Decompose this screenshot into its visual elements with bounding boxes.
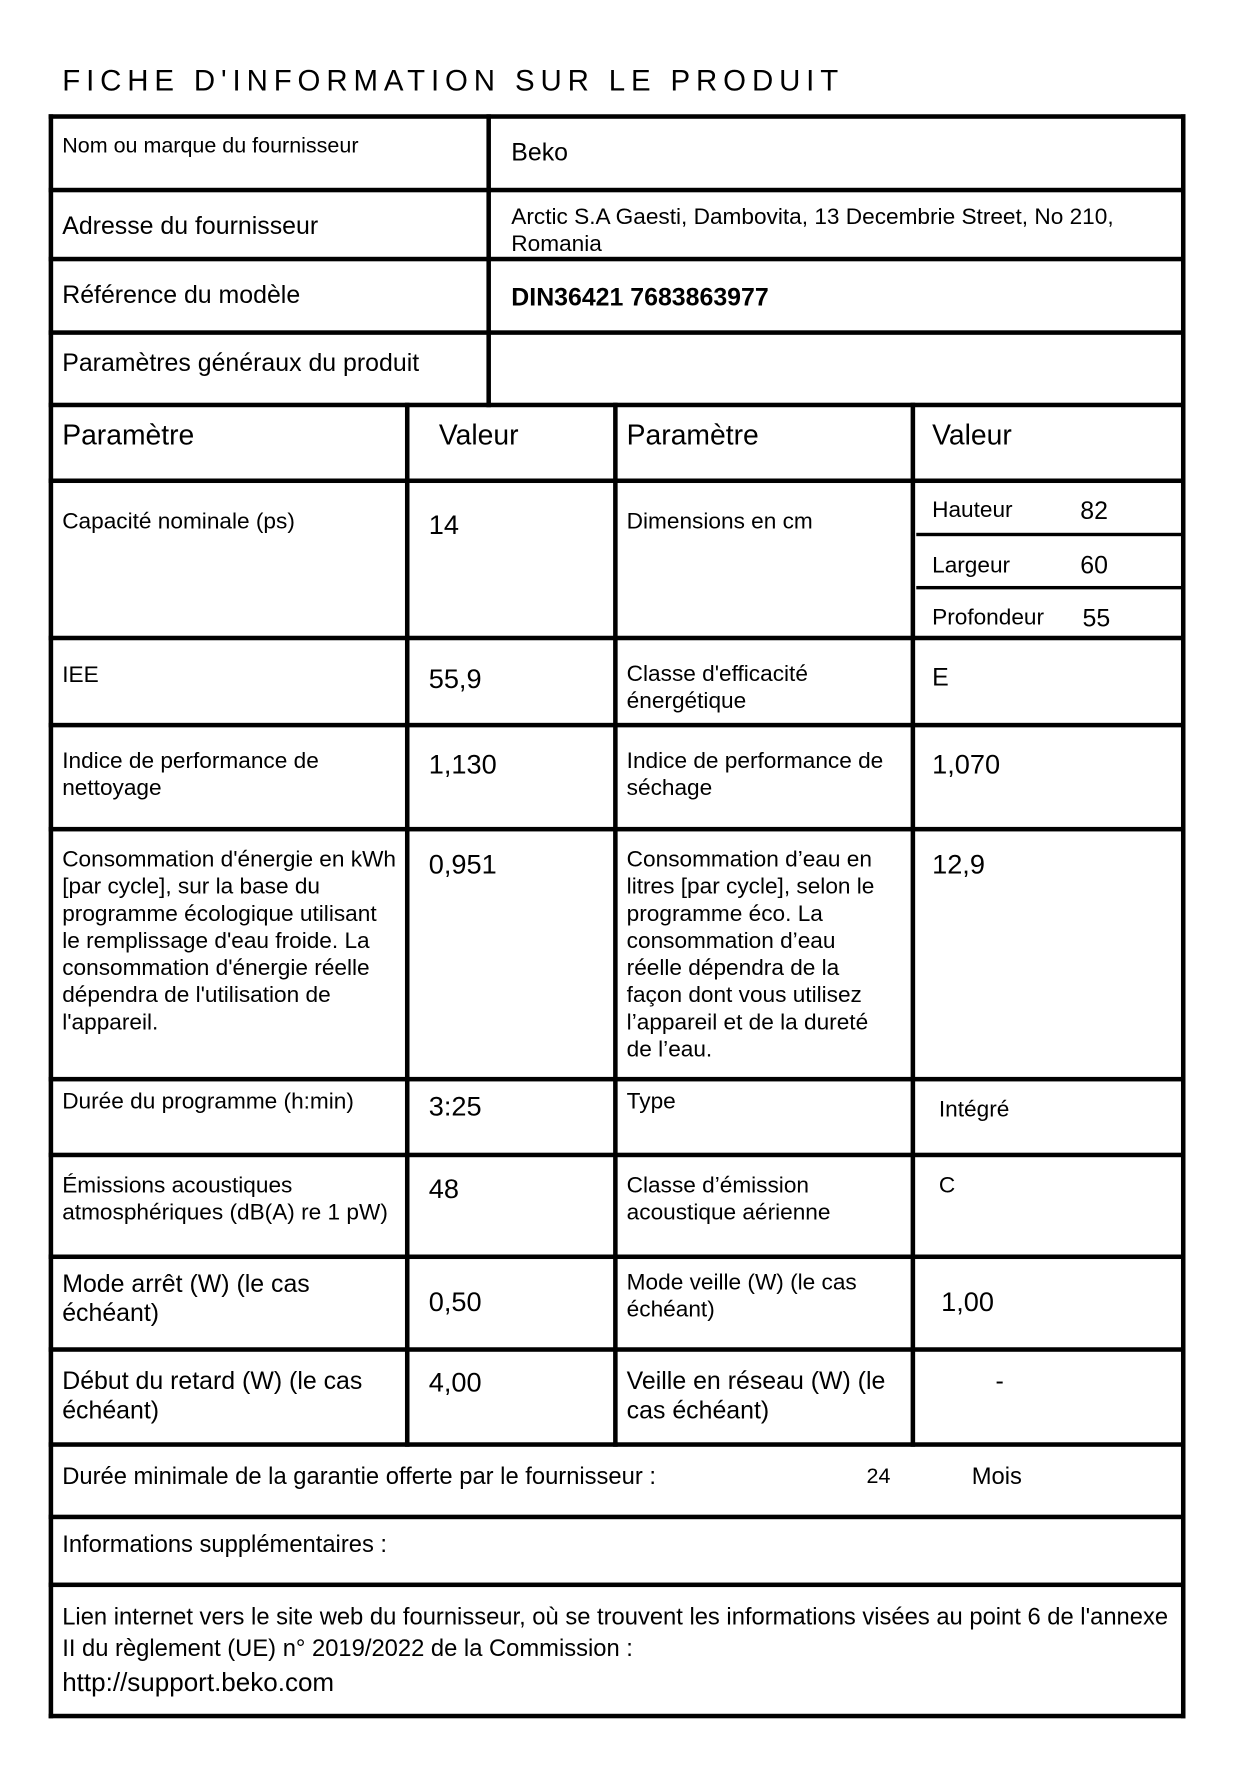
delay-start-value: 4,00	[428, 1367, 482, 1399]
supplier-address-label: Adresse du fournisseur	[62, 211, 319, 240]
network-standby-value: -	[995, 1366, 1004, 1395]
warranty-value: 24	[866, 1464, 891, 1489]
iee-label: IEE	[62, 662, 99, 688]
row-divider	[49, 1583, 1186, 1588]
header-value-left: Valeur	[438, 419, 519, 452]
energy-consumption-value: 0,951	[428, 849, 497, 881]
dimension-divider	[916, 586, 1185, 589]
general-parameters-label: Paramètres généraux du produit	[62, 348, 420, 377]
off-mode-label: Mode arrêt (W) (le cas échéant)	[62, 1269, 310, 1327]
column-divider	[486, 114, 491, 407]
width-value: 60	[1080, 550, 1108, 580]
header-param-left: Paramètre	[62, 419, 195, 452]
drying-index-value: 1,070	[932, 749, 1001, 781]
column-divider	[911, 403, 916, 1447]
cleaning-index-value: 1,130	[428, 749, 497, 781]
supplier-name-value: Beko	[511, 138, 569, 167]
table-border-bottom	[49, 1714, 1186, 1719]
water-consumption-value: 12,9	[932, 849, 985, 881]
noise-emission-value: 48	[428, 1174, 459, 1205]
energy-class-label: Classe d'efficacité énergétique	[626, 661, 808, 714]
capacity-label: Capacité nominale (ps)	[62, 509, 295, 534]
iee-value: 55,9	[428, 664, 482, 695]
supplier-address-line1: Arctic S.A Gaesti, Dambovita, 13 Decembrie Street, No 210,	[511, 204, 1114, 230]
program-duration-label: Durée du programme (h:min)	[62, 1089, 354, 1115]
table-border-left	[49, 114, 54, 1718]
header-value-right: Valeur	[932, 419, 1012, 452]
row-divider	[49, 257, 1186, 262]
additional-info-label: Informations supplémentaires :	[62, 1531, 388, 1558]
type-value: Intégré	[938, 1097, 1010, 1123]
depth-value: 55	[1082, 604, 1111, 633]
network-standby-label: Veille en réseau (W) (le cas échéant)	[626, 1366, 886, 1425]
table-border-right	[1181, 114, 1186, 1718]
off-mode-value: 0,50	[428, 1287, 482, 1318]
water-consumption-label: Consommation d’eau en litres [par cycle], selon le programme éco. La consommation d’eau réelle dépendra de la façon dont vous utilisez l’appareil et de la dureté de l’eau.	[626, 847, 875, 1063]
height-label: Hauteur	[932, 497, 1013, 523]
warranty-unit: Mois	[971, 1463, 1022, 1490]
supplier-name-label: Nom ou marque du fournisseur	[62, 134, 359, 159]
column-divider	[613, 403, 618, 1447]
row-divider	[49, 330, 1186, 335]
supplier-address-line2: Romania	[511, 231, 602, 257]
width-label: Largeur	[932, 553, 1011, 579]
dimensions-label: Dimensions en cm	[626, 509, 813, 534]
model-reference-label: Référence du modèle	[62, 280, 301, 309]
program-duration-value: 3:25	[428, 1091, 482, 1123]
row-divider	[49, 188, 1186, 193]
header-param-right: Paramètre	[626, 419, 759, 452]
energy-class-value: E	[932, 662, 949, 692]
delay-start-label: Début du retard (W) (le cas échéant)	[62, 1366, 363, 1425]
standby-label: Mode veille (W) (le cas échéant)	[626, 1270, 857, 1323]
energy-consumption-label: Consommation d'énergie en kWh [par cycle], sur la base du programme écologique utilisant le remplissage d'eau froide. La consommation d'énergie réelle dépendra de l'utilisation de l'appareil.	[62, 847, 397, 1036]
link-description: Lien internet vers le site web du fournisseur, où se trouvent les informations visées au point 6 de l'annexe II du règlement (UE) n° 2019/2022 de la Commission :	[62, 1604, 1169, 1662]
height-value: 82	[1080, 496, 1108, 525]
row-divider	[49, 1515, 1186, 1520]
depth-label: Profondeur	[932, 605, 1045, 631]
cleaning-index-label: Indice de performance de nettoyage	[62, 748, 319, 801]
supplier-website-link[interactable]: http://support.beko.com	[62, 1667, 335, 1697]
noise-class-label: Classe d’émission acoustique aérienne	[626, 1173, 831, 1226]
capacity-value: 14	[428, 510, 459, 541]
noise-class-value: C	[938, 1173, 956, 1198]
sheet-title: FICHE D'INFORMATION SUR LE PRODUIT	[62, 63, 845, 98]
drying-index-label: Indice de performance de séchage	[626, 748, 884, 801]
type-label: Type	[626, 1089, 676, 1115]
noise-emission-label: Émissions acoustiques atmosphériques (dB(A) re 1 pW)	[62, 1173, 388, 1226]
warranty-label: Durée minimale de la garantie offerte par le fournisseur :	[62, 1463, 656, 1490]
standby-value: 1,00	[941, 1287, 995, 1318]
column-divider	[405, 403, 410, 1447]
dimension-divider	[916, 533, 1185, 536]
model-reference-value: DIN36421 7683863977	[511, 282, 769, 312]
table-border-top	[49, 114, 1186, 119]
